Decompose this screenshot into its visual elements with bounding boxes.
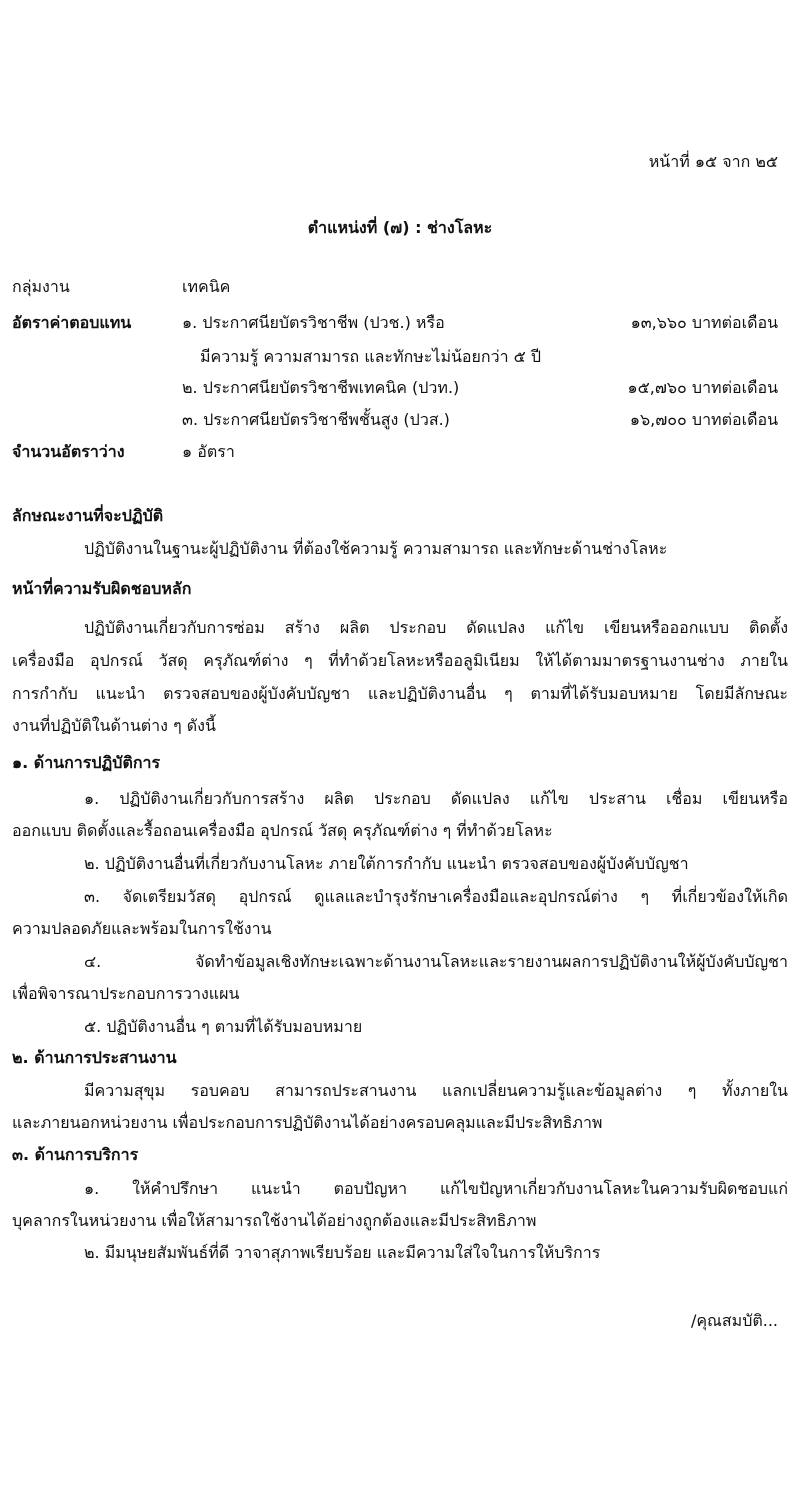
section-heading: ๒. ด้านการประสานงาน xyxy=(12,1048,177,1067)
duties-heading: หน้าที่ความรับผิดชอบหลัก xyxy=(12,579,192,598)
page-number: หน้าที่ ๑๕ จาก ๒๕ xyxy=(648,152,778,171)
pay-item-amount: ๑๓,๖๖๐ บาทต่อเดือน xyxy=(630,313,778,332)
group-label: กลุ่มงาน xyxy=(12,277,70,296)
section-line: ๓. จัดเตรียมวัสดุ อุปกรณ์ ดูแลและบำรุงรักษาเครื่องมือและอุปกรณ์ต่าง ๆ ที่เกี่ยวข้องให้เกิด xyxy=(84,887,788,906)
group-value: เทคนิค xyxy=(182,277,231,296)
duties-line: การกำกับ แนะนำ ตรวจสอบของผู้บังคับบัญชา และปฏิบัติงานอื่น ๆ ตามที่ได้รับมอบหมาย โดยมีลักษณะ xyxy=(12,684,788,703)
section-line: ๕. ปฏิบัติงานอื่น ๆ ตามที่ได้รับมอบหมาย xyxy=(84,1017,363,1036)
section-heading: ๓. ด้านการบริการ xyxy=(12,1145,139,1164)
job-nature-text: ปฏิบัติงานในฐานะผู้ปฏิบัติงาน ที่ต้องใช้ความรู้ ความสามารถ และทักษะด้านช่างโลหะ xyxy=(84,539,668,558)
section-line: มีความสุขุม รอบคอบ สามารถประสานงาน แลกเปลี่ยนความรู้และข้อมูลต่าง ๆ ทั้งภายใน xyxy=(84,1081,788,1100)
continuation-note: /คุณสมบัติ... xyxy=(690,1311,778,1330)
section-line: และภายนอกหน่วยงาน เพื่อประกอบการปฏิบัติงานได้อย่างครอบคลุมและมีประสิทธิภาพ xyxy=(12,1113,603,1132)
section-line: ๑. ปฏิบัติงานเกี่ยวกับการสร้าง ผลิต ประกอบ ดัดแปลง แก้ไข ประสาน เชื่อม เขียนหรือ xyxy=(84,789,788,808)
pay-item-text: มีความรู้ ความสามารถ และทักษะไม่น้อยกว่า ๕ ปี xyxy=(200,347,542,366)
pay-item-text: ๓. ประกาศนียบัตรวิชาชีพชั้นสูง (ปวส.) xyxy=(182,410,450,429)
section-line: เพื่อพิจารณาประกอบการวางแผน xyxy=(12,984,240,1003)
job-nature-heading: ลักษณะงานที่จะปฏิบัติ xyxy=(12,506,164,525)
section-line: ๑. ให้คำปรึกษา แนะนำ ตอบปัญหา แก้ไขปัญหาเกี่ยวกับงานโลหะในความรับผิดชอบแก่ xyxy=(84,1179,788,1198)
duties-line: เครื่องมือ อุปกรณ์ วัสดุ ครุภัณฑ์ต่าง ๆ ที่ทำด้วยโลหะหรืออลูมิเนียม ให้ได้ตามมาตรฐานงานช่าง ภายใน xyxy=(12,651,788,670)
section-heading: ๑. ด้านการปฏิบัติการ xyxy=(12,753,161,772)
pay-label: อัตราค่าตอบแทน xyxy=(12,313,132,332)
section-line: บุคลากรในหน่วยงาน เพื่อให้สามารถใช้งานได้อย่างถูกต้องและมีประสิทธิภาพ xyxy=(12,1211,537,1230)
section-line: ๔. จัดทำข้อมูลเชิงทักษะเฉพาะด้านงานโลหะและรายงานผลการปฏิบัติงานให้ผู้บังคับบัญชา xyxy=(84,952,788,971)
pay-item-text: ๒. ประกาศนียบัตรวิชาชีพเทคนิค (ปวท.) xyxy=(182,378,460,397)
section-line: ๒. มีมนุษยสัมพันธ์ที่ดี วาจาสุภาพเรียบร้อย และมีความใส่ใจในการให้บริการ xyxy=(84,1243,601,1262)
pay-item-amount: ๑๕,๗๖๐ บาทต่อเดือน xyxy=(627,378,778,397)
page-title: ตำแหน่งที่ (๗) : ช่างโลหะ xyxy=(307,218,493,237)
vacancy-label: จำนวนอัตราว่าง xyxy=(12,442,125,461)
section-line: ๒. ปฏิบัติงานอื่นที่เกี่ยวกับงานโลหะ ภายใต้การกำกับ แนะนำ ตรวจสอบของผู้บังคับบัญชา xyxy=(84,854,689,873)
vacancy-value: ๑ อัตรา xyxy=(182,442,235,461)
duties-line: ปฏิบัติงานเกี่ยวกับการซ่อม สร้าง ผลิต ประกอบ ดัดแปลง แก้ไข เขียนหรือออกแบบ ติดตั้ง xyxy=(84,618,788,637)
section-line: ความปลอดภัยและพร้อมในการใช้งาน xyxy=(12,919,272,938)
pay-item-text: ๑. ประกาศนียบัตรวิชาชีพ (ปวช.) หรือ xyxy=(182,313,445,332)
section-line: ออกแบบ ติดตั้งและรื้อถอนเครื่องมือ อุปกรณ์ วัสดุ ครุภัณฑ์ต่าง ๆ ที่ทำด้วยโลหะ xyxy=(12,821,553,840)
pay-item-amount: ๑๖,๗๐๐ บาทต่อเดือน xyxy=(629,410,778,429)
duties-line: งานที่ปฏิบัติในด้านต่าง ๆ ดังนี้ xyxy=(12,716,216,735)
